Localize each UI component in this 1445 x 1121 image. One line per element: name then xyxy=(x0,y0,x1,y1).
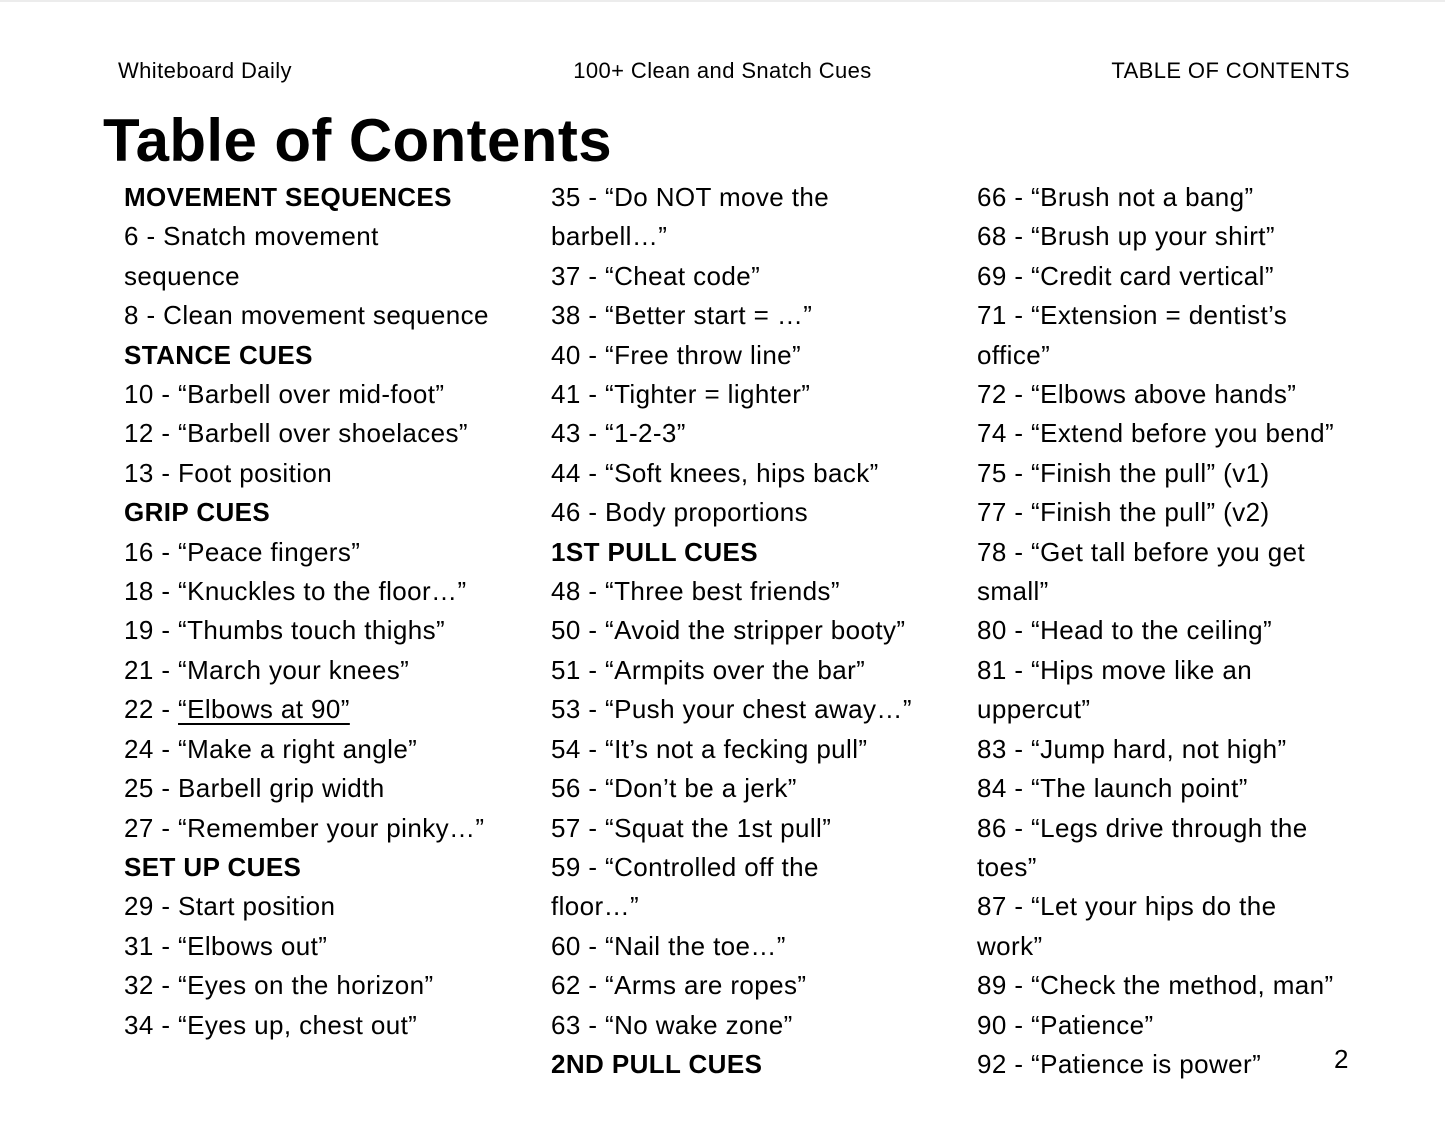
toc-entry: 27 - “Remember your pinky…” xyxy=(124,812,485,843)
toc-entry: 50 - “Avoid the stripper booty” xyxy=(551,615,906,646)
toc-entry: 92 - “Patience is power” xyxy=(977,1048,1262,1079)
toc-entry-prefix: 22 - xyxy=(124,694,179,725)
toc-entry: 89 - “Check the method, man” xyxy=(977,970,1334,1001)
toc-entry: 57 - “Squat the 1st pull” xyxy=(551,812,832,843)
toc-entry: 12 - “Barbell over shoelaces” xyxy=(124,418,468,449)
toc-section-header: 2ND PULL CUES xyxy=(551,1048,763,1079)
toc-entry xyxy=(124,690,489,729)
toc-entry: 38 - “Better start = …” xyxy=(551,300,813,331)
toc-entry: 60 - “Nail the toe…” xyxy=(551,930,786,961)
toc-entry-link[interactable]: “Elbows at 90” xyxy=(178,694,350,725)
toc-column-1 xyxy=(124,178,489,1045)
toc-entry: 72 - “Elbows above hands” xyxy=(977,379,1297,410)
toc-entry: 48 - “Three best friends” xyxy=(551,576,840,607)
toc-entry-continuation: office” xyxy=(977,339,1051,370)
toc-entry: 81 - “Hips move like an xyxy=(977,654,1253,685)
toc-entry: 77 - “Finish the pull” (v2) xyxy=(977,497,1270,528)
toc-entry: 19 - “Thumbs touch thighs” xyxy=(124,615,446,646)
toc-entry: 6 - Snatch movement xyxy=(124,221,379,252)
toc-entry: 59 - “Controlled off the xyxy=(551,851,819,882)
toc-section-header: SET UP CUES xyxy=(124,851,302,882)
page-number: 2 xyxy=(1334,1044,1349,1074)
toc-entry: 21 - “March your knees” xyxy=(124,654,410,685)
toc-entry: 69 - “Credit card vertical” xyxy=(977,260,1274,291)
toc-entry-continuation: small” xyxy=(977,576,1049,607)
toc-entry: 10 - “Barbell over mid-foot” xyxy=(124,379,445,410)
toc-section-header: MOVEMENT SEQUENCES xyxy=(124,182,452,212)
toc-entry: 68 - “Brush up your shirt” xyxy=(977,221,1275,252)
header-section-label: TABLE OF CONTENTS xyxy=(1111,58,1350,83)
toc-entry: 80 - “Head to the ceiling” xyxy=(977,615,1273,646)
toc-entry: 32 - “Eyes on the horizon” xyxy=(124,970,434,1001)
toc-entry: 78 - “Get tall before you get xyxy=(977,536,1306,567)
toc-entry: 34 - “Eyes up, chest out” xyxy=(124,1009,418,1040)
toc-entry: 74 - “Extend before you bend” xyxy=(977,418,1335,449)
header-document-title: 100+ Clean and Snatch Cues xyxy=(573,58,872,83)
toc-entry-continuation: work” xyxy=(977,930,1043,961)
toc-entry: 63 - “No wake zone” xyxy=(551,1009,793,1040)
toc-section-header: GRIP CUES xyxy=(124,497,271,528)
toc-entry: 40 - “Free throw line” xyxy=(551,339,802,370)
toc-entry: 29 - Start position xyxy=(124,891,336,922)
toc-entry: 87 - “Let your hips do the xyxy=(977,891,1277,922)
toc-entry: 86 - “Legs drive through the xyxy=(977,812,1308,843)
toc-entry: 51 - “Armpits over the bar” xyxy=(551,654,866,685)
page-title: Table of Contents xyxy=(103,107,613,174)
toc-entry: 37 - “Cheat code” xyxy=(551,260,761,291)
toc-entry: 43 - “1-2-3” xyxy=(551,418,686,449)
toc-section-header: STANCE CUES xyxy=(124,339,313,370)
toc-entry: 41 - “Tighter = lighter” xyxy=(551,379,811,410)
toc-entry: 62 - “Arms are ropes” xyxy=(551,970,807,1001)
toc-entry: 54 - “It’s not a fecking pull” xyxy=(551,733,868,764)
toc-entry: 16 - “Peace fingers” xyxy=(124,536,361,567)
toc-column-3 xyxy=(977,178,1334,1084)
toc-entry: 90 - “Patience” xyxy=(977,1009,1154,1040)
toc-entry: 35 - “Do NOT move the xyxy=(551,182,830,212)
toc-entry: 83 - “Jump hard, not high” xyxy=(977,733,1287,764)
toc-entry: 13 - Foot position xyxy=(124,457,333,488)
toc-entry: 25 - Barbell grip width xyxy=(124,773,385,804)
toc-entry: 71 - “Extension = dentist’s xyxy=(977,300,1288,331)
header-author: Whiteboard Daily xyxy=(118,58,292,83)
toc-entry: 8 - Clean movement sequence xyxy=(124,300,489,331)
running-header xyxy=(0,58,1445,84)
toc-entry-continuation: toes” xyxy=(977,851,1037,882)
toc-entry: 53 - “Push your chest away…” xyxy=(551,694,912,725)
toc-entry: 56 - “Don’t be a jerk” xyxy=(551,773,797,804)
toc-column-2 xyxy=(551,178,912,1084)
toc-entry: 24 - “Make a right angle” xyxy=(124,733,418,764)
toc-section-header: 1ST PULL CUES xyxy=(551,536,758,567)
toc-entry: 18 - “Knuckles to the floor…” xyxy=(124,576,467,607)
toc-entry: 84 - “The launch point” xyxy=(977,773,1248,804)
toc-entry: 46 - Body proportions xyxy=(551,497,808,528)
toc-entry: 44 - “Soft knees, hips back” xyxy=(551,457,879,488)
toc-entry: 31 - “Elbows out” xyxy=(124,930,328,961)
toc-entry-continuation: sequence xyxy=(124,260,240,291)
toc-entry: 75 - “Finish the pull” (v1) xyxy=(977,457,1270,488)
toc-entry-continuation: floor…” xyxy=(551,891,640,922)
toc-entry-continuation: barbell…” xyxy=(551,221,668,252)
toc-entry-continuation: uppercut” xyxy=(977,694,1091,725)
toc-entry: 66 - “Brush not a bang” xyxy=(977,182,1254,212)
